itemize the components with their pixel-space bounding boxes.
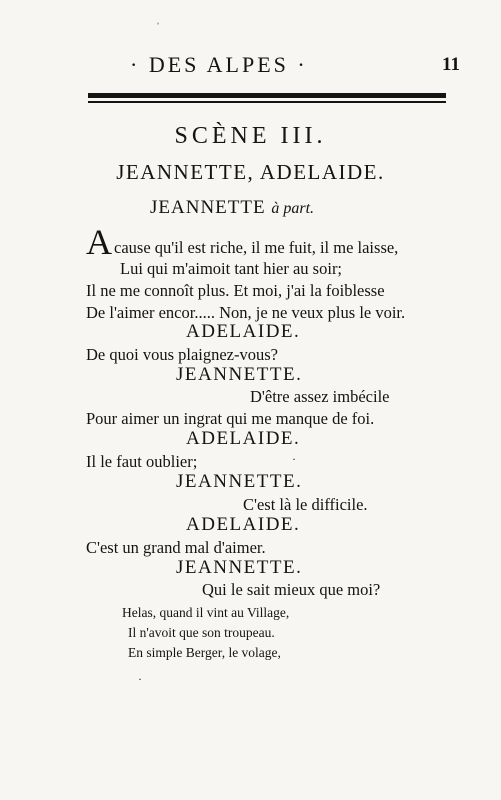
verse-line: De quoi vous plaignez-vous? [86, 345, 278, 364]
scene-heading: SCÈNE III. [174, 123, 327, 149]
song-line: Il n'avoit que son troupeau. [128, 625, 275, 640]
verse-line: C'est un grand mal d'aimer. [86, 538, 266, 557]
verse-line: C'est là le difficile. [243, 495, 368, 514]
verse-line: Qui le sait mieux que moi? [202, 580, 381, 599]
speaker-name: JEANNETTE. [176, 557, 303, 578]
speaker-name: ADELAIDE. [186, 514, 301, 535]
song-line: Helas, quand il vint au Village, [122, 605, 290, 620]
verse-line: De l'aimer encor..... Non, je ne veux plus le voir. [86, 303, 406, 322]
verse-line: Il le faut oublier; [86, 452, 198, 471]
ink-mark: ˈ [156, 20, 160, 34]
speaker-name: JEANNETTE. [176, 471, 303, 492]
drop-cap: A [86, 222, 112, 262]
page-number: 11 [442, 54, 460, 75]
verse-line: Lui qui m'aimoit tant hier au soir; [120, 259, 343, 278]
speaker-name: JEANNETTE [150, 197, 266, 218]
speaker-name: ADELAIDE. [186, 428, 301, 449]
verse-line: D'être assez imbécile [250, 387, 390, 406]
speaker-name: ADELAIDE. [186, 321, 301, 342]
stage-direction: à part. [271, 200, 315, 217]
verse-line: Pour aimer un ingrat qui me manque de foi. [86, 409, 375, 428]
verse-line: cause qu'il est riche, il me fuit, il me laisse, [114, 238, 399, 257]
ink-mark: · [292, 452, 296, 466]
header-rule-thin [88, 101, 446, 103]
scene-characters: JEANNETTE, ADELAIDE. [116, 160, 385, 184]
song-line: En simple Berger, le volage, [128, 645, 281, 660]
verse-line: Il ne me connoît plus. Et moi, j'ai la foiblesse [86, 281, 385, 300]
speaker-jeannette-aside [150, 197, 314, 219]
header-rule-thick [88, 93, 446, 98]
running-title: · DES ALPES · [130, 52, 308, 77]
ink-mark: · [138, 672, 142, 686]
speaker-name: JEANNETTE. [176, 364, 303, 385]
